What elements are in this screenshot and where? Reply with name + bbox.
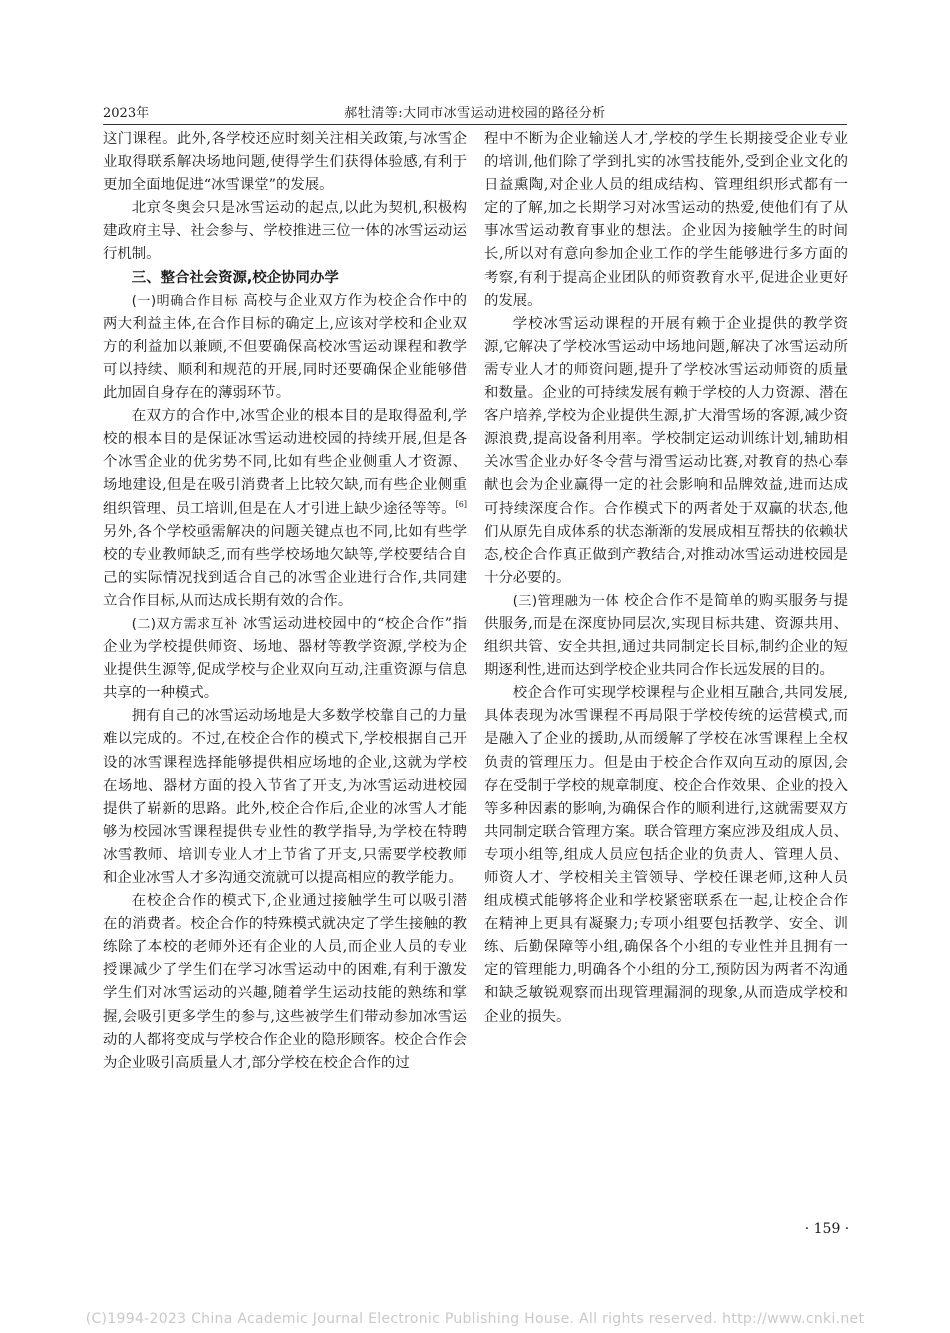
paragraph: 学校冰雪运动课程的开展有赖于企业提供的教学资源,它解决了学校冰雪运动中场地问题,解决了冰雪运动所需专业人才的师资问题,提升了学校冰雪运动师资的质量和数量。企业的可持续发展有赖于学校的人力资源、潜在客户培养,学校为企业提供生源,扩大滑雪场的客源,减少资源浪费,提高设备利用率。学校制定运动训练计划,辅助相关冰雪企业办好冬令营与滑雪运动比赛,对教育的热心奉献也会为企业赢得一定的社会影响和品牌效益,进而达成可持续深度合作。合作模式下的两者处于双赢的状态,他们从原先自成体系的状态渐渐的发展成相互帮扶的依赖状态,校企合作真正做到产教结合,对推动冰雪运动进校园是十分必要的。	[484, 315, 848, 586]
subsection-label: (一)明确合作目标	[131, 293, 239, 309]
paragraph: 程中不断为企业输送人才,学校的学生长期接受企业专业的培训,他们除了学到扎实的冰雪技能外,受到企业文化的日益熏陶,对企业人员的组成结构、管理组织形式都有一定的了解,加之长期学习对冰雪运动的热爱,使他们有了从事冰雪运动教育事业的想法。企业因为接触学生的时间长,所以对有意向参加企业工作的学生能够进行多方面的考察,有利于提高企业团队的师资教育水平,促进企业更好的发展。	[484, 131, 848, 309]
paragraph-text: 另外,各个学校亟需解决的问题关键点也不同,比如有些学校的专业教师缺乏,而有些学校场地欠缺等,学校要结合自己的实际情况找到适合自己的冰雪企业进行合作,共同建立合作目标,从而达成长期有效的合作。	[103, 523, 467, 609]
paragraph: 北京冬奥会只是冰雪运动的起点,以此为契机,积极构建政府主导、社会参与、学校推进三位一体的冰雪运动运行机制。	[103, 200, 467, 263]
subsection-paragraph	[103, 613, 467, 705]
header-year: 2023年	[103, 106, 150, 121]
header-running-title: 郝牡清等:大同市冰雪运动进校园的路径分析	[344, 106, 606, 121]
right-column	[484, 128, 848, 1029]
running-header	[103, 102, 847, 124]
subsection-text: 冰雪运动进校园中的“校企合作”指企业为学校提供师资、场地、器材等教学资源,学校为企业提供生源等,促成学校与企业双向互动,注重资源与信息共享的一种模式。	[103, 615, 467, 702]
subsection-label: (三)管理融为一体	[512, 593, 620, 609]
section-heading: 三、整合社会资源,校企协同办学	[131, 269, 339, 286]
subsection-paragraph	[103, 290, 467, 405]
paragraph: 拥有自己的冰雪运动场地是大多数学校靠自己的力量难以完成的。不过,在校企合作的模式下,学校根据自己开设的冰雪课程选择能够提供相应场地的企业,这就为学校在场地、器材方面的投入节省了开支,为冰雪运动进校园提供了崭新的思路。此外,校企合作后,企业的冰雪人才能够为校园冰雪课程提供专业性的教学指导,为学校在特聘冰雪教师、培训专业人才上节省了开支,只需要学校教师和企业冰雪人才多沟通交流就可以提高相应的教学能力。	[103, 708, 467, 886]
subsection-text: 校企合作不是简单的购买服务与提供服务,而是在深度协同层次,实现目标共建、资源共用、组织共管、安全共担,通过共同制定长目标,制约企业的短期逐利性,进而达到学校企业共同合作长远发展的目的。	[484, 592, 848, 679]
paragraph-text: 在双方的合作中,冰雪企业的根本目的是取得盈利,学校的根本目的是保证冰雪运动进校园的持续开展,但是各个冰雪企业的优劣势不同,比如有些企业侧重人才资源、场地建设,但是在吸引消费者上比较欠缺,而有些企业侧重组织管理、员工培训,但是在人才引进上缺少途径等等。	[103, 408, 467, 517]
header-rule	[103, 124, 847, 125]
paragraph: 这门课程。此外,各学校还应时刻关注相关政策,与冰雪企业取得联系解决场地问题,使得学生们获得体验感,有利于更加全面地促进“冰雪课堂”的发展。	[103, 131, 467, 194]
copyright-footer: (C)1994-2023 China Academic Journal Electronic Publishing House. All rights reserved. http://www.cnki.net	[85, 1311, 865, 1327]
page-number: · 159 ·	[804, 1221, 850, 1237]
paragraph: 在校企合作的模式下,企业通过接触学生可以吸引潜在的消费者。校企合作的特殊模式就决定了学生接触的教练除了本校的老师外还有企业的人员,而企业人员的专业授课减少了学生们在学习冰雪运动中的困难,有利于激发学生们对冰雪运动的兴趣,随着学生运动技能的熟练和掌握,会吸引更多学生的参与,这些被学生们带动参加冰雪运动的人都将变成与学校合作企业的隐形顾客。校企合作会为企业吸引高质量人才,部分学校在校企合作的过	[103, 893, 467, 1071]
subsection-text: 高校与企业双方作为校企合作中的两大利益主体,在合作目标的确定上,应该对学校和企业双方的利益加以兼顾,不但要确保高校冰雪运动课程和教学可以持续、顺利和规范的开展,同时还要确保企业能够借此加固自身存在的薄弱环节。	[103, 292, 467, 402]
paragraph: 校企合作可实现学校课程与企业相互融合,共同发展,具体表现为冰雪课程不再局限于学校传统的运营模式,而是融入了企业的援助,从而缓解了学校在冰雪课程上全权负责的管理压力。但是由于校企合作双向互动的原因,会存在受制于学校的规章制度、校企合作效果、企业的投入等多种因素的影响,为确保合作的顺利进行,这就需要双方共同制定联合管理方案。联合管理方案应涉及组成人员、专项小组等,组成人员应包括企业的负责人、管理人员、师资人才、学校相关主管领导、学校任课老师,这种人员组成模式能够将企业和学校紧密联系在一起,让校企合作在精神上更具有凝聚力;专项小组要包括教学、安全、训练、后勤保障等小组,确保各个小组的专业性并且拥有一定的管理能力,明确各个小组的分工,预防因为两者不沟通和缺乏敏锐观察而出现管理漏洞的现象,从而造成学校和企业的损失。	[484, 685, 848, 1025]
paragraph	[103, 405, 467, 613]
subsection-paragraph	[484, 590, 848, 682]
left-column	[103, 128, 467, 1075]
subsection-label: (二)双方需求互补	[131, 616, 238, 632]
citation-ref[interactable]: [6]	[455, 499, 467, 509]
